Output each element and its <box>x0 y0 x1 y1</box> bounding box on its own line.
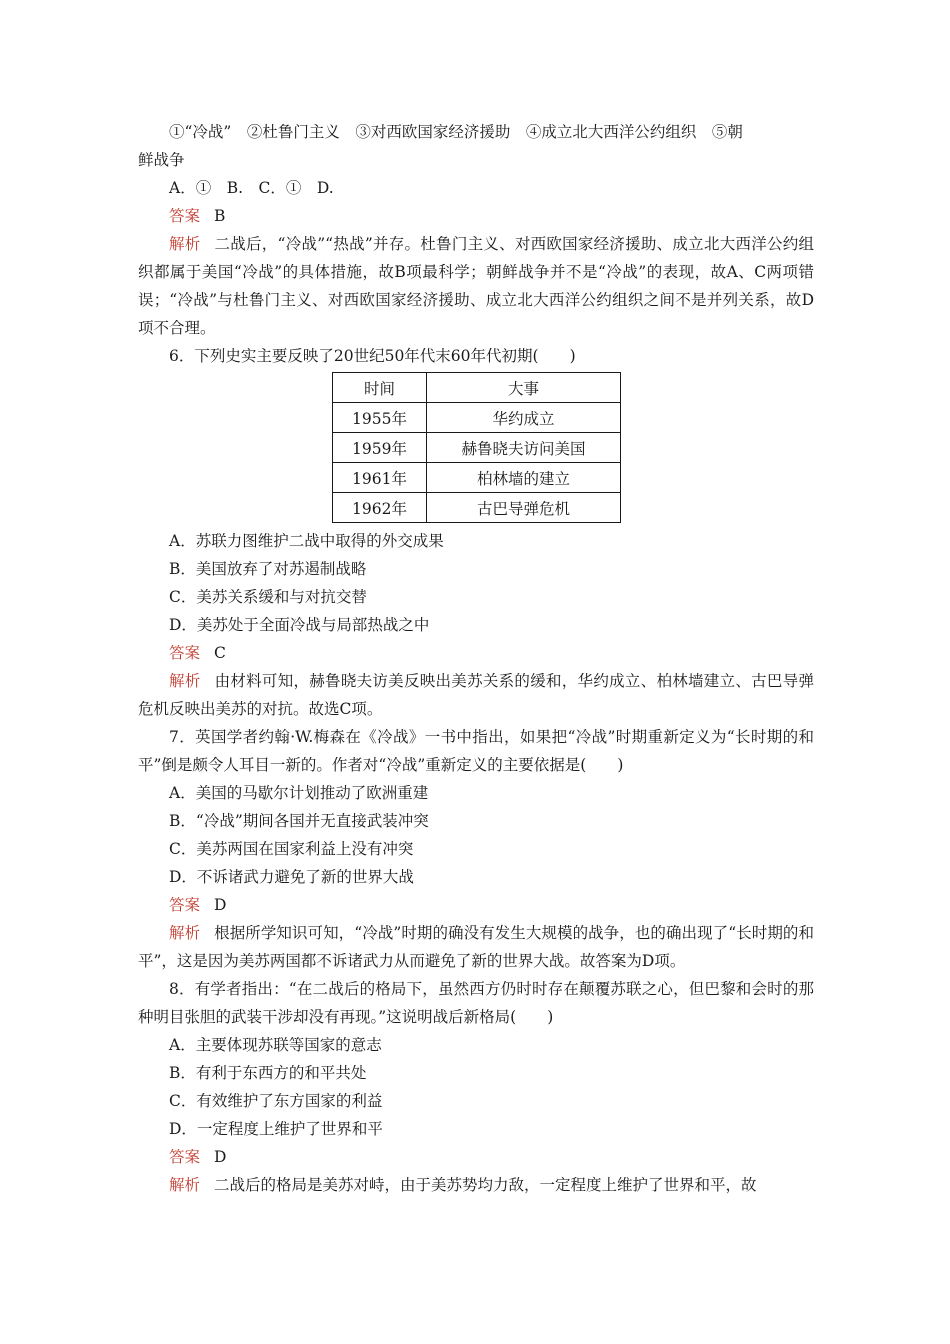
table-cell-year: 1955年 <box>333 403 427 433</box>
table-cell-event: 赫鲁晓夫访问美国 <box>427 433 621 463</box>
table-cell-year: 1959年 <box>333 433 427 463</box>
q5-analysis <box>138 230 814 342</box>
analysis-text: 二战后的格局是美苏对峙，由于美苏势均力敌，一定程度上维护了世界和平，故 <box>214 1176 757 1194</box>
q7-option-c: C．美苏两国在国家利益上没有冲突 <box>169 840 414 858</box>
table-header-time: 时间 <box>333 373 427 403</box>
answer-value: C <box>214 644 226 662</box>
q5-options-line-1: ①“冷战” ②杜鲁门主义 ③对西欧国家经济援助 ④成立北大西洋公约组织 ⑤朝 <box>169 123 743 141</box>
table-cell-year: 1961年 <box>333 463 427 493</box>
q6-option-a: A．苏联力图维护二战中取得的外交成果 <box>169 532 444 550</box>
q6-option-b: B．美国放弃了对苏遏制战略 <box>169 560 367 578</box>
analysis-label: 解析 <box>169 235 201 253</box>
table-row <box>333 463 621 493</box>
q6-option-d: D．美苏处于全面冷战与局部热战之中 <box>169 616 430 634</box>
q7-option-b: B．“冷战”期间各国并无直接武装冲突 <box>169 812 429 830</box>
q6-events-table <box>332 372 621 523</box>
analysis-label: 解析 <box>169 672 201 690</box>
q5-answer <box>138 202 814 230</box>
table-row <box>333 493 621 523</box>
q5-options-line-2: 鲜战争 <box>138 151 185 169</box>
analysis-label: 解析 <box>169 924 201 942</box>
q7-analysis <box>138 919 814 975</box>
q8-answer <box>138 1143 814 1171</box>
q6-table-wrapper <box>332 372 814 523</box>
q8-option-a: A．主要体现苏联等国家的意志 <box>169 1036 382 1054</box>
q8-option-b: B．有利于东西方的和平共处 <box>169 1064 367 1082</box>
q6-analysis <box>138 667 814 723</box>
document-content <box>138 118 814 1199</box>
q7-option-d: D．不诉诸武力避免了新的世界大战 <box>169 868 414 886</box>
q8-option-c: C．有效维护了东方国家的利益 <box>169 1092 383 1110</box>
analysis-text: 由材料可知，赫鲁晓夫访美反映出美苏关系的缓和，华约成立、柏林墙建立、古巴导弹危机反映出美苏的对抗。故选C项。 <box>138 672 814 718</box>
answer-value: D <box>214 896 227 914</box>
table-cell-year: 1962年 <box>333 493 427 523</box>
q7-option-a: A．美国的马歇尔计划推动了欧洲重建 <box>169 784 429 802</box>
q6-option-c: C．美苏关系缓和与对抗交替 <box>169 588 367 606</box>
q6-stem: 6．下列史实主要反映了20世纪50年代末60年代初期( ) <box>169 347 576 365</box>
analysis-text: 二战后，“冷战”“热战”并存。杜鲁门主义、对西欧国家经济援助、成立北大西洋公约组织都属于美国“冷战”的具体措施，故B项最科学；朝鲜战争并不是“冷战”的表现，故A、C两项错误；“冷战”与杜鲁门主义、对西欧国家经济援助、成立北大西洋公约组织之间不是并列关系，故D项不合理。 <box>138 235 814 337</box>
table-cell-event: 柏林墙的建立 <box>427 463 621 493</box>
table-row <box>333 403 621 433</box>
table-header-row <box>333 373 621 403</box>
q8-stem: 8．有学者指出：“在二战后的格局下，虽然西方仍时时存在颠覆苏联之心，但巴黎和会时的那种明目张胆的武装干涉却没有再现。”这说明战后新格局( ) <box>138 980 814 1026</box>
q7-stem: 7．英国学者约翰·W.梅森在《冷战》一书中指出，如果把“冷战”时期重新定义为“长时期的和平”倒是颇令人耳目一新的。作者对“冷战”重新定义的主要依据是( ) <box>138 728 814 774</box>
analysis-text: 根据所学知识可知，“冷战”时期的确没有发生大规模的战争，也的确出现了“长时期的和平”，这是因为美苏两国都不诉诸武力从而避免了新的世界大战。故答案为D项。 <box>138 924 814 970</box>
answer-label: 答案 <box>169 644 201 662</box>
table-cell-event: 华约成立 <box>427 403 621 433</box>
answer-label: 答案 <box>169 896 201 914</box>
q7-answer <box>138 891 814 919</box>
answer-value: B <box>214 207 226 225</box>
table-cell-event: 古巴导弹危机 <box>427 493 621 523</box>
q8-analysis <box>138 1171 814 1199</box>
answer-label: 答案 <box>169 1148 201 1166</box>
q8-option-d: D．一定程度上维护了世界和平 <box>169 1120 383 1138</box>
table-row <box>333 433 621 463</box>
q5-choices: A．① B. C．① D. <box>169 179 334 197</box>
answer-label: 答案 <box>169 207 201 225</box>
answer-value: D <box>214 1148 227 1166</box>
analysis-label: 解析 <box>169 1176 201 1194</box>
table-header-event: 大事 <box>427 373 621 403</box>
q6-answer <box>138 639 814 667</box>
